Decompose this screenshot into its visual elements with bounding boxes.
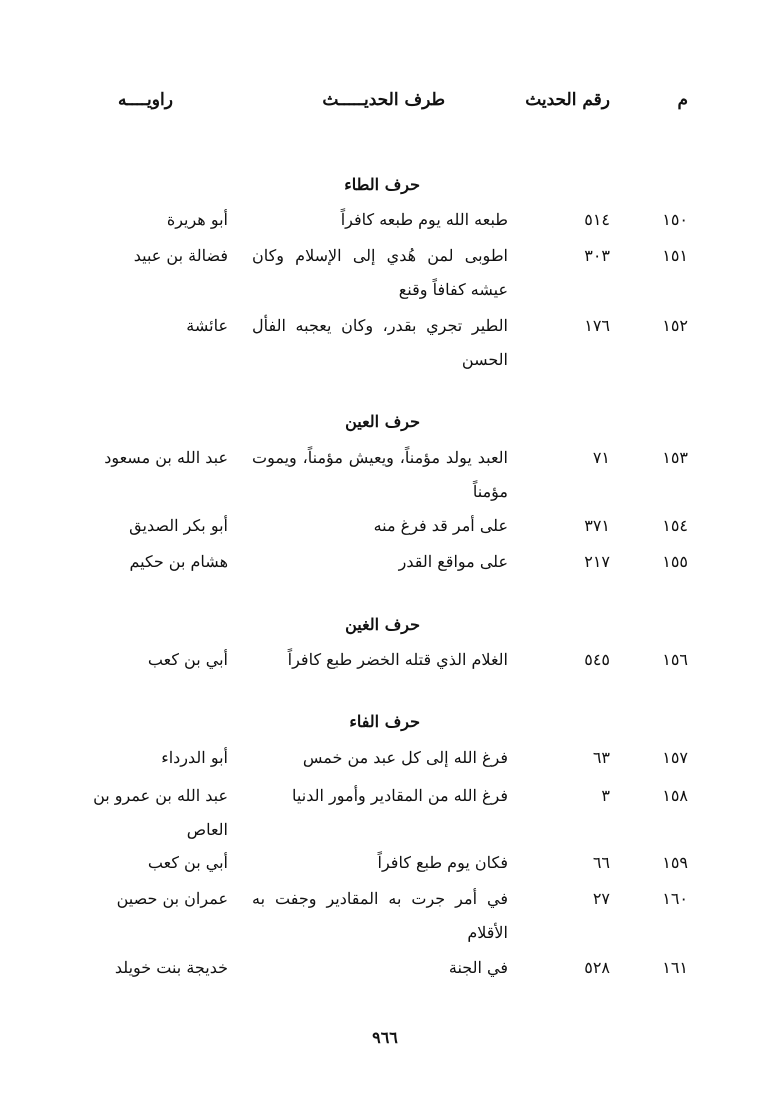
row-narrator: خديجة بنت خويلد bbox=[114, 958, 228, 977]
row-m: ١٥٥ bbox=[662, 552, 688, 571]
row-hadith-number: ٦٣ bbox=[592, 748, 610, 767]
row-narrator: أبو الدرداء bbox=[161, 748, 228, 767]
header-hadith-number: رقم الحديث bbox=[525, 90, 610, 110]
row-narrator: أبي بن كعب bbox=[147, 650, 228, 669]
row-m: ١٥١ bbox=[662, 246, 688, 265]
row-hadith-number: ٣٠٣ bbox=[584, 246, 610, 265]
row-hadith-number: ٦٦ bbox=[592, 853, 610, 872]
row-hadith-text: اطوبى لمن هُدي إلى الإسلام وكان عيشه كفافاً وقنع bbox=[252, 246, 508, 299]
row-hadith-number: ٥٢٨ bbox=[584, 958, 610, 977]
row-hadith-number: ٣ bbox=[601, 786, 610, 805]
row-hadith-number: ٣٧١ bbox=[584, 516, 610, 535]
section-title: حرف الغين bbox=[345, 615, 420, 634]
section-title: حرف العين bbox=[345, 412, 420, 431]
row-narrator: فضالة بن عبيد bbox=[133, 246, 228, 265]
row-narrator: عبد الله بن عمرو بن العاص bbox=[93, 786, 228, 839]
row-hadith-text: فكان يوم طبع كافراً bbox=[377, 853, 508, 872]
row-narrator: هشام بن حكيم bbox=[129, 552, 228, 571]
row-hadith-text: الغلام الذي قتله الخضر طبع كافراً bbox=[287, 650, 508, 669]
row-m: ١٥٤ bbox=[662, 516, 688, 535]
section-title: حرف الطاء bbox=[344, 175, 420, 194]
row-hadith-text: فرغ الله من المقادير وأمور الدنيا bbox=[292, 786, 508, 805]
header-narrator: راويــــه bbox=[118, 90, 173, 110]
row-hadith-text: على مواقع القدر bbox=[398, 552, 508, 571]
row-m: ١٥٩ bbox=[662, 853, 688, 872]
row-hadith-text: العبد يولد مؤمناً، ويعيش مؤمناً، ويموت مؤمناً bbox=[252, 448, 508, 501]
row-hadith-number: ٢١٧ bbox=[584, 552, 610, 571]
row-hadith-text: في أمر جرت به المقادير وجفت به الأقلام bbox=[252, 889, 508, 942]
row-narrator: عبد الله بن مسعود bbox=[104, 448, 228, 467]
row-narrator: عائشة bbox=[186, 316, 228, 335]
row-m: ١٥٠ bbox=[662, 210, 688, 229]
row-m: ١٦١ bbox=[662, 958, 688, 977]
row-hadith-number: ١٧٦ bbox=[584, 316, 610, 335]
row-hadith-text: طبعه الله يوم طبعه كافراً bbox=[340, 210, 508, 229]
header-hadith-text: طرف الحديـــــث bbox=[322, 90, 445, 110]
row-hadith-text: فرغ الله إلى كل عبد من خمس bbox=[302, 748, 508, 767]
row-hadith-text: على أمر قد فرغ منه bbox=[373, 516, 508, 535]
row-m: ١٥٣ bbox=[662, 448, 688, 467]
row-narrator: عمران بن حصين bbox=[116, 889, 228, 908]
row-m: ١٥٧ bbox=[662, 748, 688, 767]
row-narrator: أبو بكر الصديق bbox=[129, 516, 228, 535]
row-m: ١٥٢ bbox=[662, 316, 688, 335]
row-narrator: أبو هريرة bbox=[166, 210, 228, 229]
row-hadith-number: ٧١ bbox=[592, 448, 610, 467]
row-hadith-text: في الجنة bbox=[448, 958, 508, 977]
row-m: ١٥٨ bbox=[662, 786, 688, 805]
row-hadith-number: ٢٧ bbox=[592, 889, 610, 908]
row-hadith-number: ٥٤٥ bbox=[584, 650, 610, 669]
header-m: م bbox=[677, 90, 688, 110]
row-m: ١٦٠ bbox=[662, 889, 688, 908]
row-narrator: أبي بن كعب bbox=[147, 853, 228, 872]
row-hadith-text: الطير تجري بقدر، وكان يعجبه الفأل الحسن bbox=[252, 316, 508, 369]
row-m: ١٥٦ bbox=[662, 650, 688, 669]
section-title: حرف الفاء bbox=[349, 712, 420, 731]
page-number: ٩٦٦ bbox=[372, 1028, 398, 1047]
row-hadith-number: ٥١٤ bbox=[584, 210, 610, 229]
